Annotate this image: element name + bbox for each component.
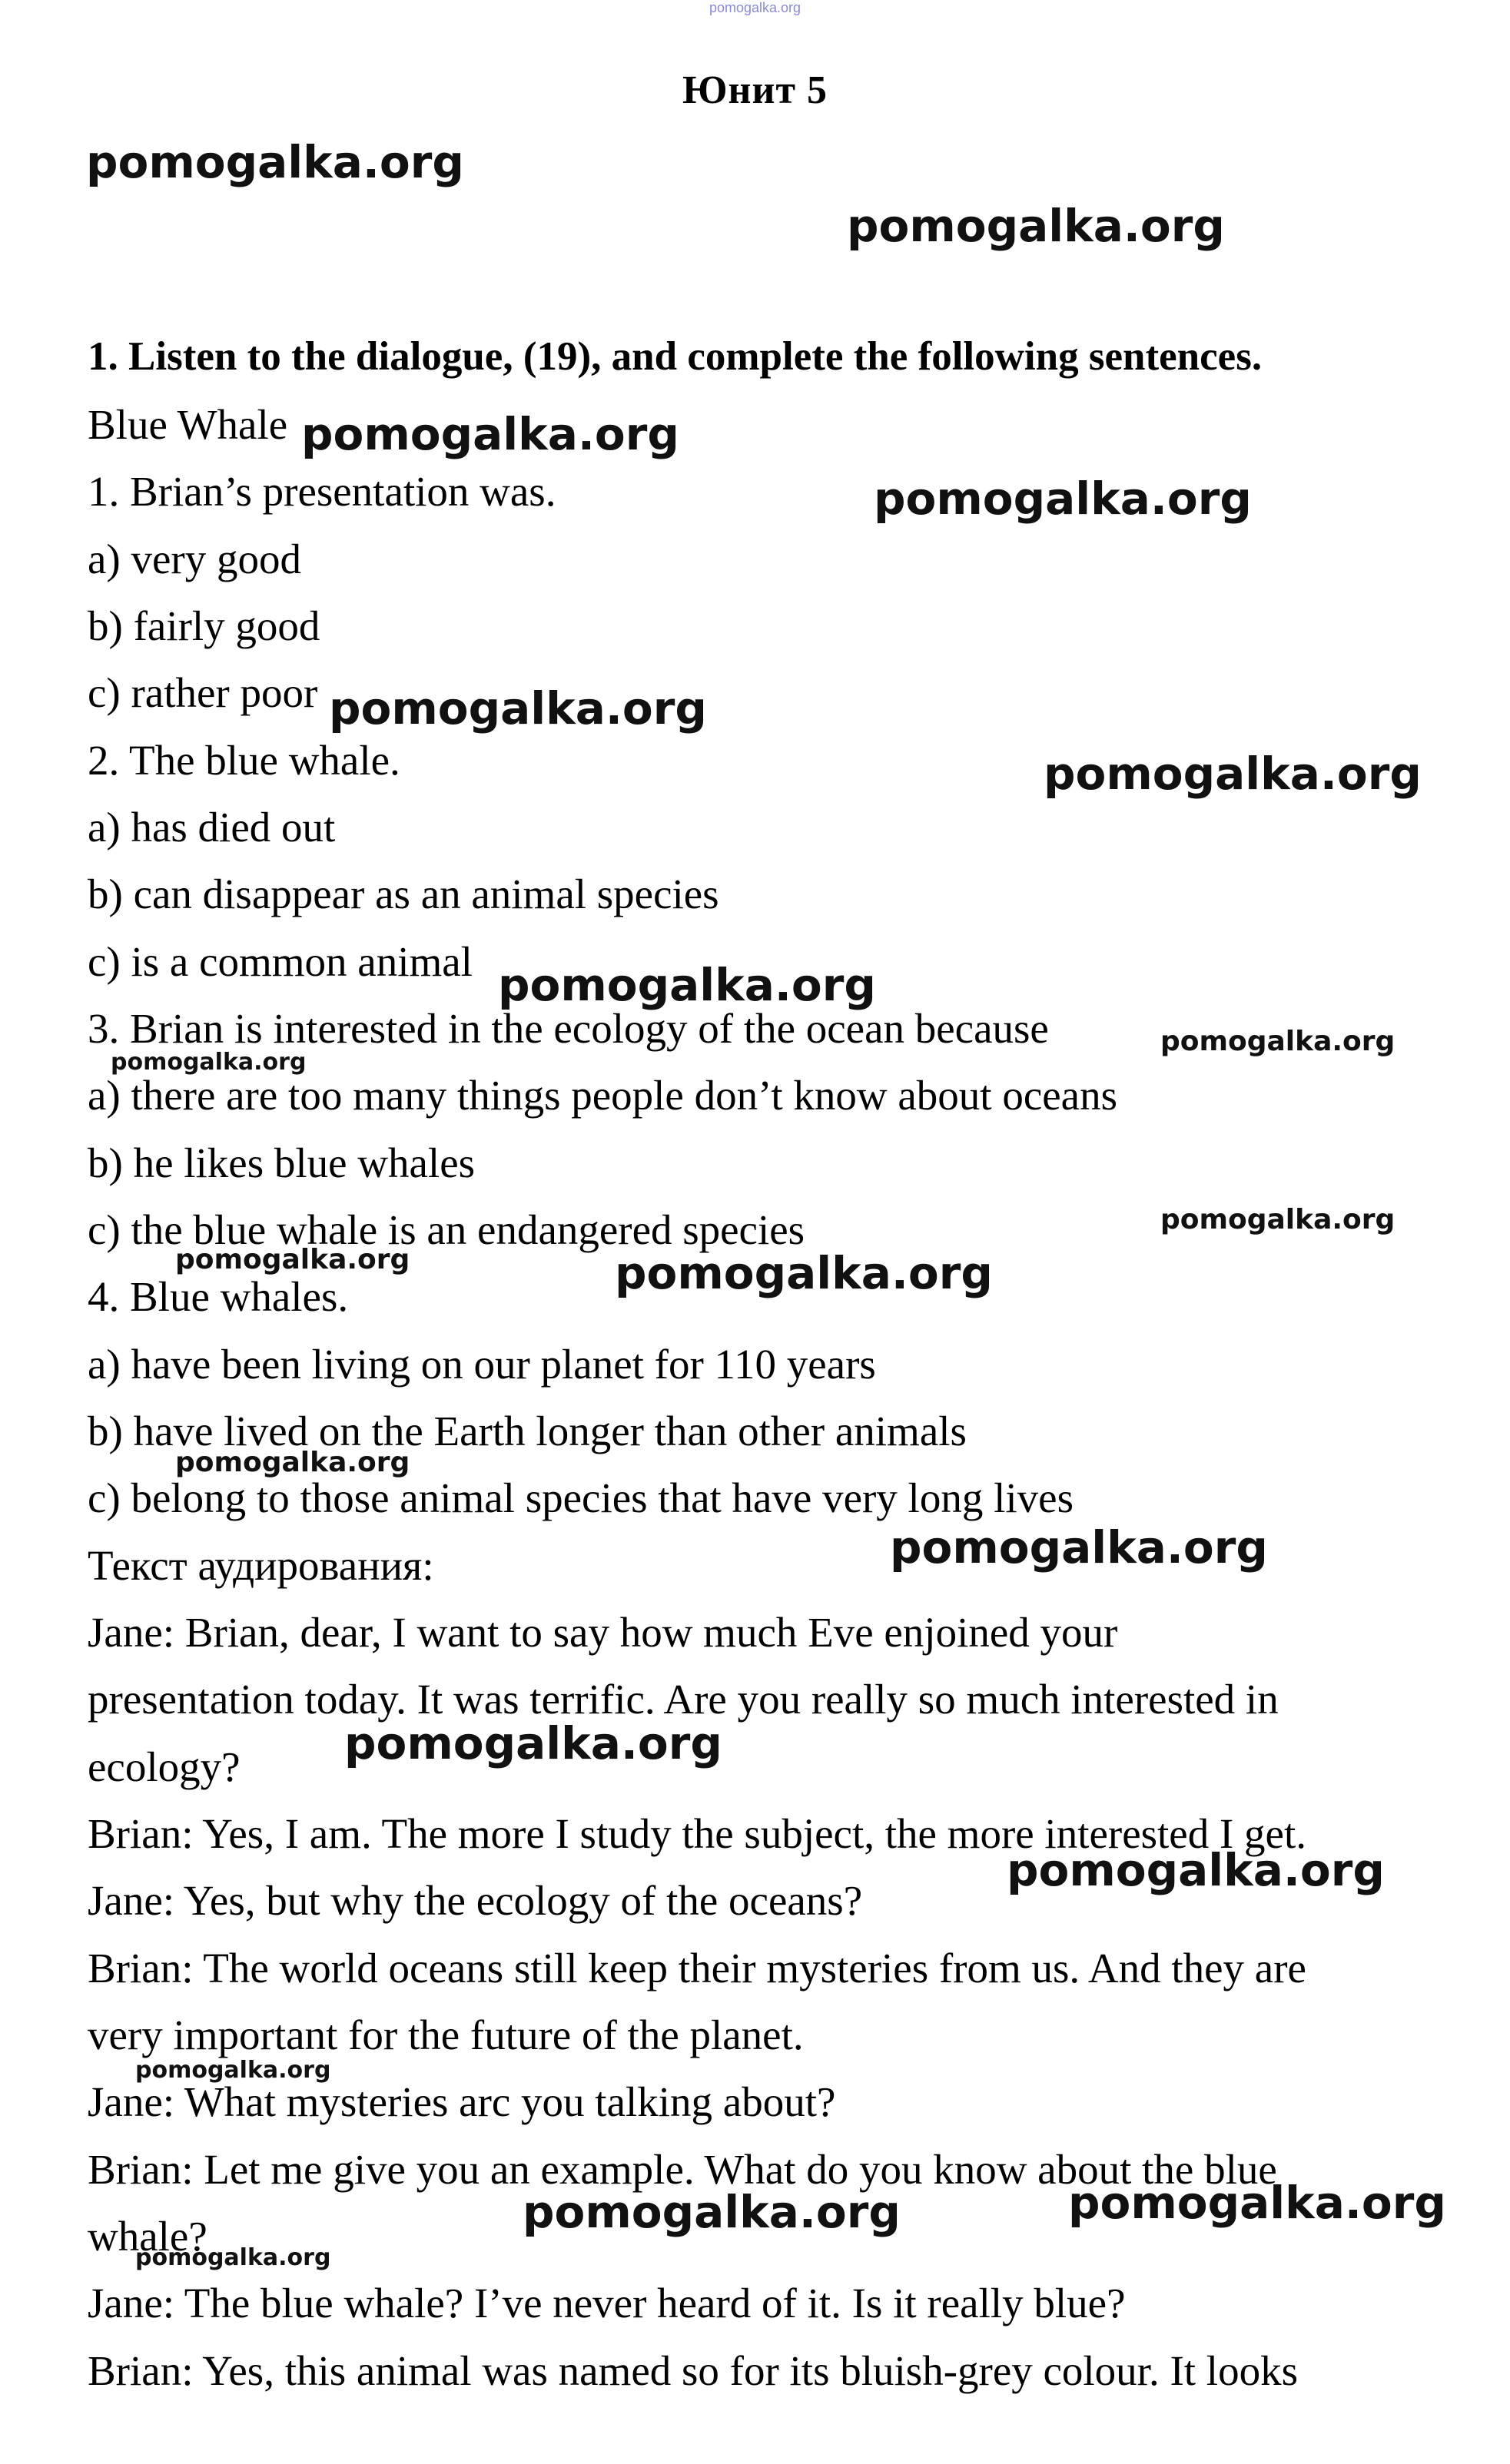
transcript-line: Brian: The world oceans still keep their mysteries from us. And they are bbox=[88, 1945, 1306, 1991]
transcript-line: Jane: Brian, dear, I want to say how much Eve enjoined your bbox=[88, 1609, 1118, 1656]
transcript-label: Текст аудирования: bbox=[88, 1542, 434, 1589]
exercise-line: 4. Blue whales. bbox=[88, 1273, 349, 1320]
watermark: pomogalka.org bbox=[1160, 1026, 1396, 1057]
exercise-heading: 1. Listen to the dialogue, (19), and complete the following sentences. bbox=[88, 334, 1263, 379]
page-title: Юнит 5 bbox=[682, 68, 828, 112]
watermark: pomogalka.org bbox=[301, 408, 679, 460]
watermark: pomogalka.org bbox=[1068, 2177, 1446, 2229]
exercise-line: c) rather poor bbox=[88, 669, 318, 716]
exercise-line: b) he likes blue whales bbox=[88, 1139, 476, 1186]
watermark: pomogalka.org bbox=[847, 200, 1225, 252]
exercise-line: b) can disappear as an animal species bbox=[88, 871, 719, 917]
exercise-line: a) has died out bbox=[88, 804, 336, 851]
transcript-line: whale? bbox=[88, 2213, 207, 2260]
watermark: pomogalka.org bbox=[329, 682, 707, 735]
watermark: pomogalka.org bbox=[175, 1447, 410, 1478]
watermark: pomogalka.org bbox=[523, 2186, 901, 2238]
exercise-line: 1. Brian’s presentation was. bbox=[88, 468, 556, 515]
transcript-line: Jane: The blue whale? I’ve never heard of it. Is it really blue? bbox=[88, 2280, 1126, 2326]
exercise-line: 2. The blue whale. bbox=[88, 737, 400, 784]
transcript-line: ecology? bbox=[88, 1743, 241, 1790]
transcript-line: Brian: Let me give you an example. What do you know about the blue bbox=[88, 2146, 1277, 2193]
watermark: pomogalka.org bbox=[615, 1247, 993, 1299]
watermark: pomogalka.org bbox=[111, 1049, 307, 1076]
exercise-topic: Blue Whale bbox=[88, 401, 288, 448]
watermark: pomogalka.org bbox=[1160, 1204, 1396, 1235]
watermark: pomogalka.org bbox=[175, 1244, 410, 1275]
exercise-line: 3. Brian is interested in the ecology of the ocean because bbox=[88, 1005, 1049, 1052]
watermark: pomogalka.org bbox=[1007, 1844, 1385, 1896]
watermark: pomogalka.org bbox=[135, 2057, 331, 2084]
transcript-line: presentation today. It was terrific. Are you really so much interested in bbox=[88, 1676, 1279, 1723]
exercise-line: a) have been living on our planet for 110 years bbox=[88, 1341, 876, 1388]
watermark: pomogalka.org bbox=[874, 473, 1252, 525]
exercise-line: a) there are too many things people don’t know about oceans bbox=[88, 1072, 1117, 1119]
exercise-line: c) belong to those animal species that have very long lives bbox=[88, 1474, 1074, 1521]
transcript-line: very important for the future of the planet. bbox=[88, 2011, 804, 2058]
exercise-line: c) the blue whale is an endangered species bbox=[88, 1206, 805, 1253]
watermark: pomogalka.org bbox=[1044, 748, 1422, 800]
exercise-line: b) have lived on the Earth longer than other animals bbox=[88, 1408, 967, 1454]
watermark: pomogalka.org bbox=[344, 1717, 722, 1769]
transcript-line: Brian: Yes, this animal was named so for its bluish-grey colour. It looks bbox=[88, 2347, 1298, 2394]
transcript-line: Jane: What mysteries arc you talking about? bbox=[88, 2078, 836, 2125]
watermark: pomogalka.org bbox=[890, 1521, 1268, 1574]
watermark: pomogalka.org bbox=[498, 959, 876, 1011]
transcript-line: Jane: Yes, but why the ecology of the oceans? bbox=[88, 1877, 863, 1924]
exercise-line: b) fairly good bbox=[88, 602, 320, 649]
top-watermark: pomogalka.org bbox=[709, 0, 801, 15]
exercise-line: c) is a common animal bbox=[88, 938, 473, 985]
watermark: pomogalka.org bbox=[86, 136, 464, 188]
exercise-line: a) very good bbox=[88, 536, 301, 582]
watermark: pomogalka.org bbox=[135, 2244, 331, 2271]
transcript-line: Brian: Yes, I am. The more I study the subject, the more interested I get. bbox=[88, 1810, 1306, 1857]
